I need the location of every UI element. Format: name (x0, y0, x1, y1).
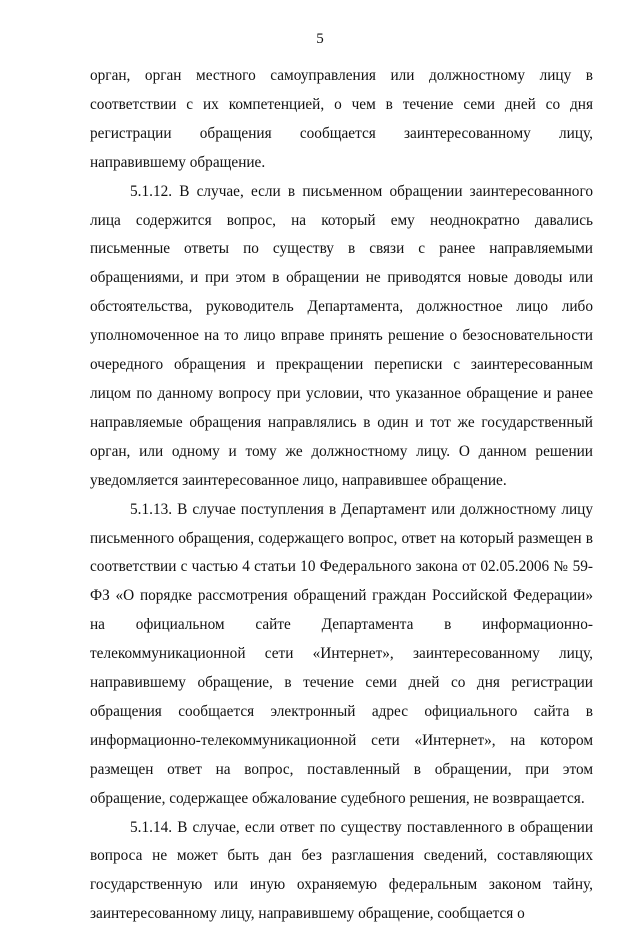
paragraph-continuation: орган, орган местного самоуправления или должностному лицу в соответствии с их компетенцией, о чем в течение семи дней со дня регистрации обращения сообщается заинтересованному лицу, направившему обращение. (90, 67, 593, 171)
paragraph-5-1-14: 5.1.14. В случае, если ответ по существу поставленного в обращении вопроса не может быть дан без разглашения сведений, составляющих государственную или иную охраняемую федеральным законом тайну, заинтересованному лицу, направившему обращение, сообщается о (90, 818, 593, 923)
paragraph-5-1-13: 5.1.13. В случае поступления в Департамент или должностному лицу письменного обращения, содержащего вопрос, ответ на который размещен в соответствии с частью 4 статьи 10 Федерального закона от 02.05.2006 № 59-ФЗ «О порядке рассмотрения обращений граждан Российской Федерации» на официальном сайте Департамента в информационно-телекоммуникационной сети «Интернет», заинтересованному лицу, направившему обращение, в течение семи дней со дня регистрации обращения сообщается электронный адрес официального сайта в информационно-телекоммуникационной сети «Интернет», на котором размещен ответ на вопрос, поставленный в обращении, при этом обращение, содержащее обжалование судебного решения, не возвращается. (90, 500, 593, 807)
page-number: 5 (316, 31, 324, 47)
document-body (90, 62, 593, 929)
paragraph-5-1-12: 5.1.12. В случае, если в письменном обращении заинтересованного лица содержится вопрос, на который ему неоднократно давались письменные ответы по существу в связи с ранее направляемыми обращениями, и при этом в обращении не приводятся новые доводы или обстоятельства, руководитель Департамента, должностное лицо либо уполномоченное на то лицо вправе принять решение о безосновательности очередного обращения и прекращении переписки с заинтересованным лицом по данному вопросу при условии, что указанное обращение и ранее направляемые обращения направлялись в один и тот же государственный орган, или одному и тому же должностному лицу. О данном решении уведомляется заинтересованное лицо, направившее обращение. (90, 182, 593, 489)
